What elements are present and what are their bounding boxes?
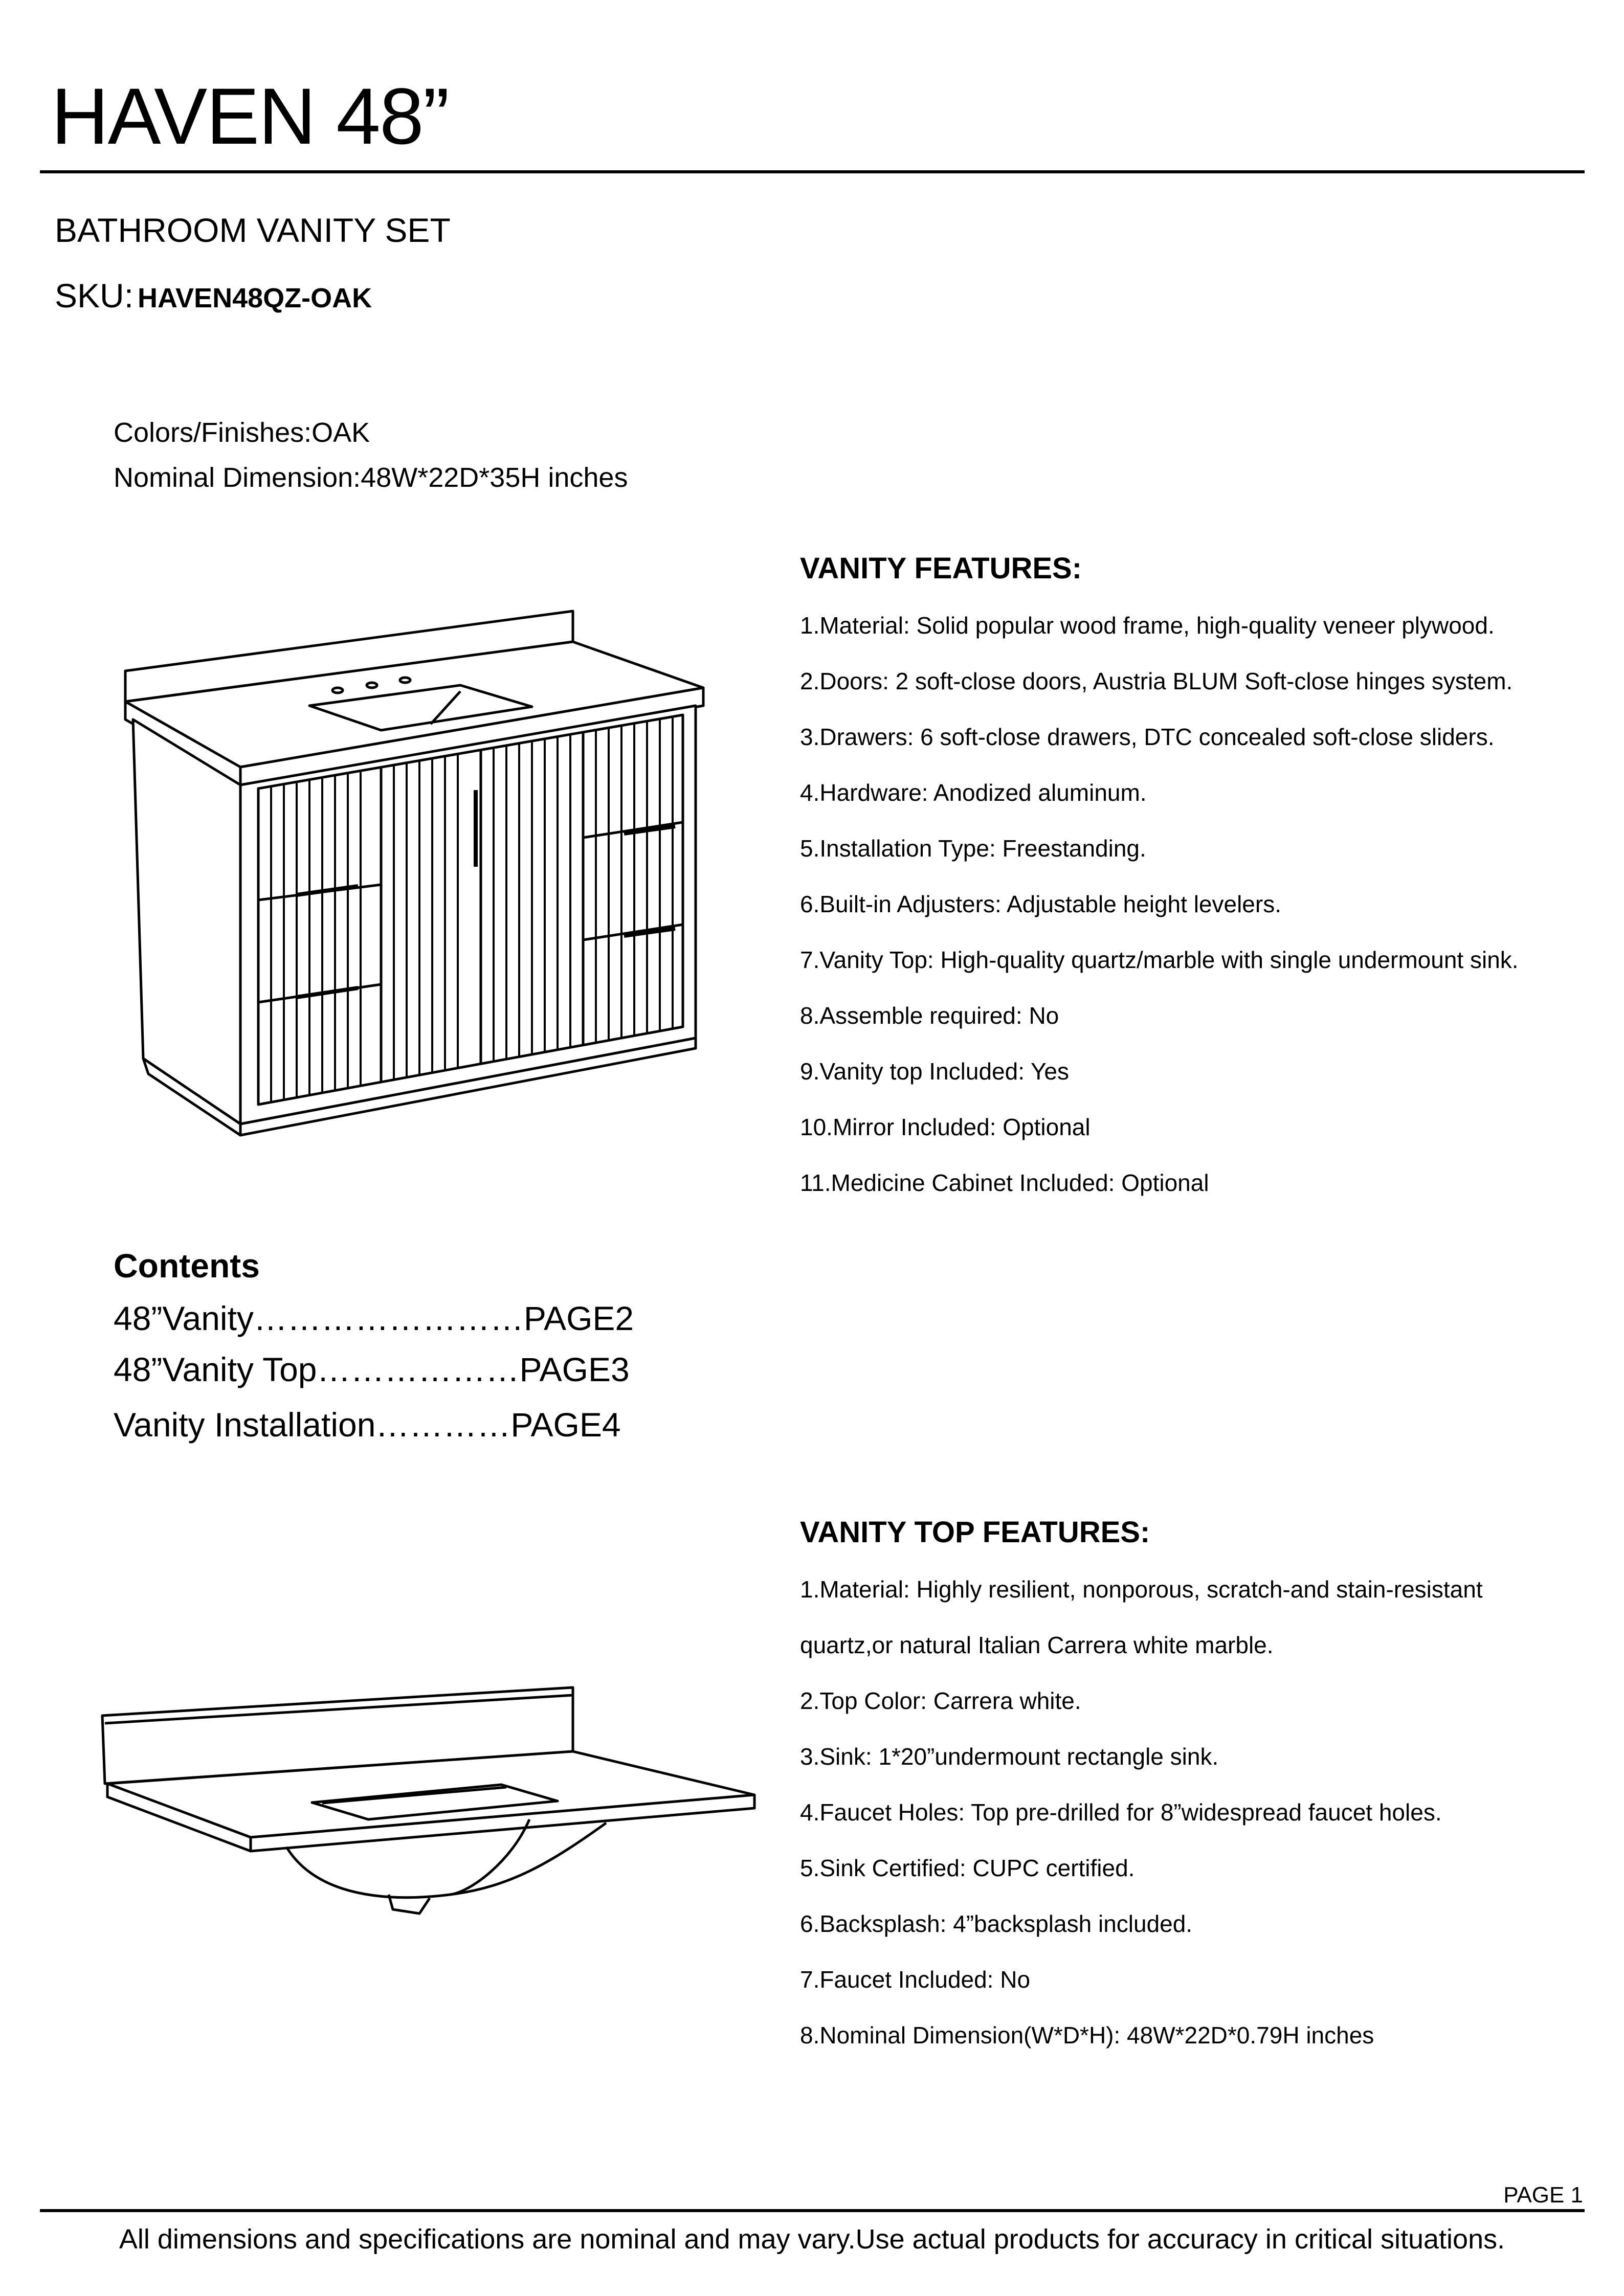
list-item: 9.Vanity top Included: Yes — [800, 1058, 1069, 1085]
list-item: 2.Doors: 2 soft-close doors, Austria BLUM Soft-close hinges system. — [800, 668, 1513, 694]
page-number: PAGE 1 — [1503, 2182, 1583, 2208]
header-divider — [40, 170, 1585, 173]
product-title: HAVEN 48” — [51, 72, 449, 161]
toc-entry-installation: Vanity Installation…………PAGE4 — [114, 1406, 621, 1444]
list-item: 10.Mirror Included: Optional — [800, 1114, 1091, 1140]
list-item: 5.Sink Certified: CUPC certified. — [800, 1855, 1135, 1881]
list-item: 4.Hardware: Anodized aluminum. — [800, 779, 1147, 806]
list-item: 5.Installation Type: Freestanding. — [800, 835, 1146, 862]
top-features-heading: VANITY TOP FEATURES: — [800, 1516, 1150, 1549]
vanity-features-heading: VANITY FEATURES: — [800, 552, 1082, 585]
sku-label: SKU: — [55, 277, 134, 314]
toc-entry-vanity: 48”Vanity……………………PAGE2 — [114, 1299, 634, 1337]
footer-disclaimer: All dimensions and specifications are nominal and may vary.Use actual products for accuracy in critical situations. — [119, 2224, 1505, 2255]
list-item: 6.Built-in Adjusters: Adjustable height levelers. — [800, 891, 1281, 917]
vanity-top-illustration — [102, 1687, 783, 1918]
list-item: 6.Backsplash: 4”backsplash included. — [800, 1910, 1193, 1937]
list-item: quartz,or natural Italian Carrera white marble. — [800, 1632, 1274, 1658]
list-item: 7.Faucet Included: No — [800, 1966, 1031, 1993]
vanity-features-list — [800, 614, 1519, 1227]
nominal-dimension: Nominal Dimension:48W*22D*35H inches — [114, 462, 628, 493]
list-item: 8.Nominal Dimension(W*D*H): 48W*22D*0.79H inches — [800, 2022, 1374, 2049]
list-item: 3.Sink: 1*20”undermount rectangle sink. — [800, 1743, 1219, 1770]
list-item: 1.Material: Solid popular wood frame, high-quality veneer plywood. — [800, 612, 1495, 639]
toc-entry-vanity-top: 48”Vanity Top………………PAGE3 — [114, 1350, 630, 1388]
footer-divider — [40, 2209, 1585, 2212]
product-subtitle: BATHROOM VANITY SET — [55, 211, 451, 249]
list-item: 4.Faucet Holes: Top pre-drilled for 8”widespread faucet holes. — [800, 1799, 1442, 1826]
vanity-illustration — [118, 598, 731, 1135]
list-item: 7.Vanity Top: High-quality quartz/marble with single undermount sink. — [800, 947, 1519, 973]
top-features-list — [800, 1578, 1483, 2079]
sku-line — [55, 276, 372, 315]
list-item: 11.Medicine Cabinet Included: Optional — [800, 1169, 1209, 1196]
list-item: 1.Material: Highly resilient, nonporous, scratch-and stain-resistant — [800, 1576, 1483, 1603]
colors-finishes: Colors/Finishes:OAK — [114, 417, 370, 448]
list-item: 8.Assemble required: No — [800, 1002, 1059, 1029]
list-item: 3.Drawers: 6 soft-close drawers, DTC concealed soft-close sliders. — [800, 724, 1495, 750]
sku-value: HAVEN48QZ-OAK — [138, 283, 372, 313]
contents-title: Contents — [114, 1247, 260, 1285]
list-item: 2.Top Color: Carrera white. — [800, 1687, 1081, 1714]
